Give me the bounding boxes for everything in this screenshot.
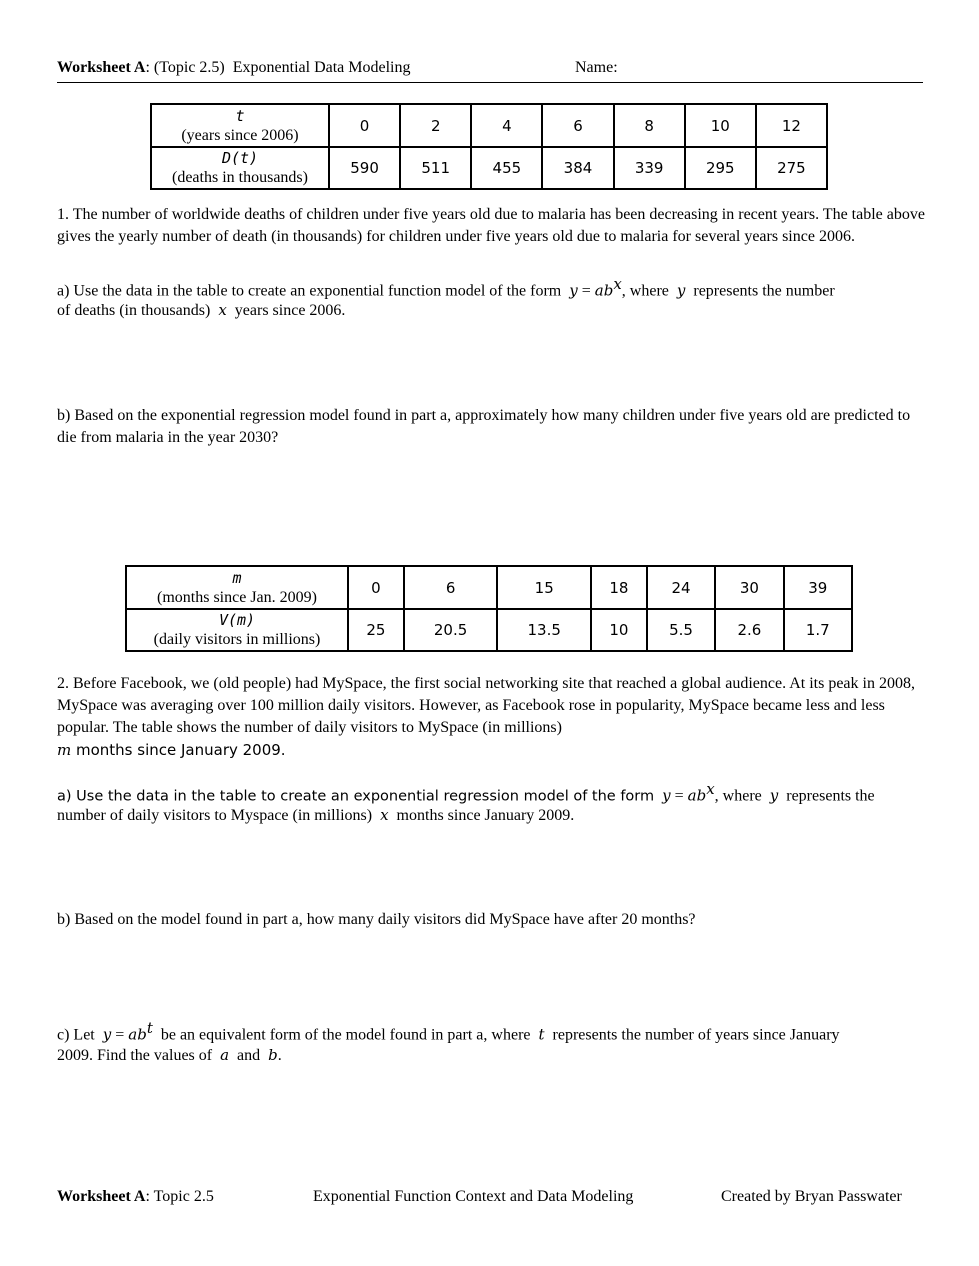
table-cell: 0 [348,566,404,609]
header-worksheet-label: Worksheet A [57,59,146,76]
variable-description: (daily visitors in millions) [153,631,321,648]
question-1-intro: 1. The number of worldwide deaths of children under five years old due to malaria has been decreasing in recent years. The table above gives the yearly number of death (in thousands) for children under five years old due to malaria for several years since 2006. [57,206,925,245]
table-row-header [126,609,348,651]
question-2c-line2 [57,1044,927,1067]
table-cell: 6 [404,566,498,609]
formula-exponent: t [146,1019,153,1037]
table-cell: 20.5 [404,609,498,651]
table-cell: 18 [591,566,647,609]
q1a-line2-rest: years since 2006. [234,302,346,319]
var-y: y [769,786,779,805]
footer-left [57,1188,214,1206]
table-cell: 8 [614,104,685,147]
formula-eq: = [670,787,688,805]
table-row-header [151,104,329,147]
table-cell: 2.6 [715,609,783,651]
table-cell: 13.5 [497,609,591,651]
q2a-line2-rest: months since January 2009. [396,807,575,824]
table-cell: 455 [471,147,542,189]
table-cell: 24 [647,566,715,609]
table-row-header [151,147,329,189]
variable-description: (months since Jan. 2009) [157,588,317,606]
q2c-rest: represents the number of years since January [552,1026,840,1044]
question-1b: b) Based on the exponential regression model found in part a, approximately how many children under five years old are predicted to die from malaria in the year 2030? [57,407,911,446]
var-m: m [57,741,72,759]
footer-center: Exponential Function Context and Data Modeling [313,1188,634,1205]
question-2-intro [57,673,919,762]
question-1a-line2 [57,299,927,322]
variable-label: t [235,106,245,125]
page-header [57,58,923,83]
header-title [57,59,411,77]
formula-y: y [569,281,578,300]
table-cell: 1.7 [784,609,852,651]
table-cell: 10 [685,104,756,147]
table-cell: 2 [400,104,471,147]
variable-description: (years since 2006) [181,126,299,144]
table-cell: 5.5 [647,609,715,651]
question-2b: b) Based on the model found in part a, how many daily visitors did MySpace have after 20 months? [57,911,696,928]
table-row [126,566,852,609]
table-row [151,147,827,189]
q2a-where: , where [714,787,762,805]
q2a-rest: represents the [786,787,875,805]
question-2a-line1 [57,778,927,807]
table-cell: 6 [542,104,613,147]
table-row-header [126,566,348,609]
q2c-and: and [237,1047,261,1064]
variable-label: m [232,568,242,587]
table-row [151,104,827,147]
formula-ab: ab [128,1025,147,1044]
q1a-rest: represents the number [693,282,835,300]
formula-exponent: x [706,780,715,798]
question-1a-line1 [57,273,927,302]
table-cell: 39 [784,566,852,609]
table-cell: 295 [685,147,756,189]
table-cell: 15 [497,566,591,609]
footer-worksheet-label: Worksheet A [57,1188,146,1205]
q2c-end: . [277,1047,282,1064]
variable-description: (deaths in thousands) [172,169,308,186]
var-a: a [220,1046,230,1064]
myspace-data-table [125,565,853,652]
variable-label: V(m) [218,611,256,629]
table-cell: 0 [329,104,400,147]
table-cell: 12 [756,104,827,147]
var-x: x [380,806,389,824]
table-cell: 275 [756,147,827,189]
q2-intro-end: months since January 2009. [71,741,286,759]
q1a-text: a) Use the data in the table to create an exponential function model of the form [57,282,562,300]
name-label: Name: [575,59,618,76]
footer-topic: : Topic 2.5 [145,1188,214,1205]
table-cell: 30 [715,566,783,609]
formula-y: y [102,1025,112,1044]
question-2c-line1 [57,1017,927,1046]
q2-intro-text: 2. Before Facebook, we (old people) had MySpace, the first social networking site that reached a global audience. At its peak in 2008, MySpace was averaging over 100 million daily visitors. However, as Facebook rose in popularity, MySpace became less and less popular. The table shows the number of daily visitors to MySpace (in millions) [57,675,915,736]
var-y: y [676,281,686,300]
formula-eq: = [577,282,595,300]
header-title-rest: : (Topic 2.5) Exponential Data Modeling [145,59,411,76]
formula-ab: ab [594,281,614,300]
table-cell: 25 [348,609,404,651]
q2c-line2-text: 2009. Find the values of [57,1047,213,1064]
q1a-where: , where [621,282,669,300]
q2a-line2-text: number of daily visitors to Myspace (in millions) [57,807,373,824]
footer-credit: Created by Bryan Passwater [721,1188,902,1205]
formula-exponent: x [613,275,622,293]
question-2a-line2 [57,804,927,827]
table-cell: 384 [542,147,613,189]
table-cell: 511 [400,147,471,189]
table-cell: 4 [471,104,542,147]
formula-eq: = [111,1026,129,1044]
var-b: b [268,1046,278,1064]
table-row [126,609,852,651]
malaria-data-table [150,103,828,190]
formula-y: y [662,786,671,805]
var-x: x [218,301,227,319]
variable-label: D(t) [221,149,259,167]
q1a-line2-text: of deaths (in thousands) [57,302,211,319]
q2c-mid: be an equivalent form of the model found in part a, where [160,1026,531,1044]
table-cell: 590 [329,147,400,189]
table-cell: 339 [614,147,685,189]
table-cell: 10 [591,609,647,651]
formula-ab: ab [687,786,707,805]
var-t: t [538,1025,545,1044]
q2a-text: a) Use the data in the table to create an exponential regression model of the form [57,788,655,805]
q2c-text: c) Let [57,1026,95,1044]
